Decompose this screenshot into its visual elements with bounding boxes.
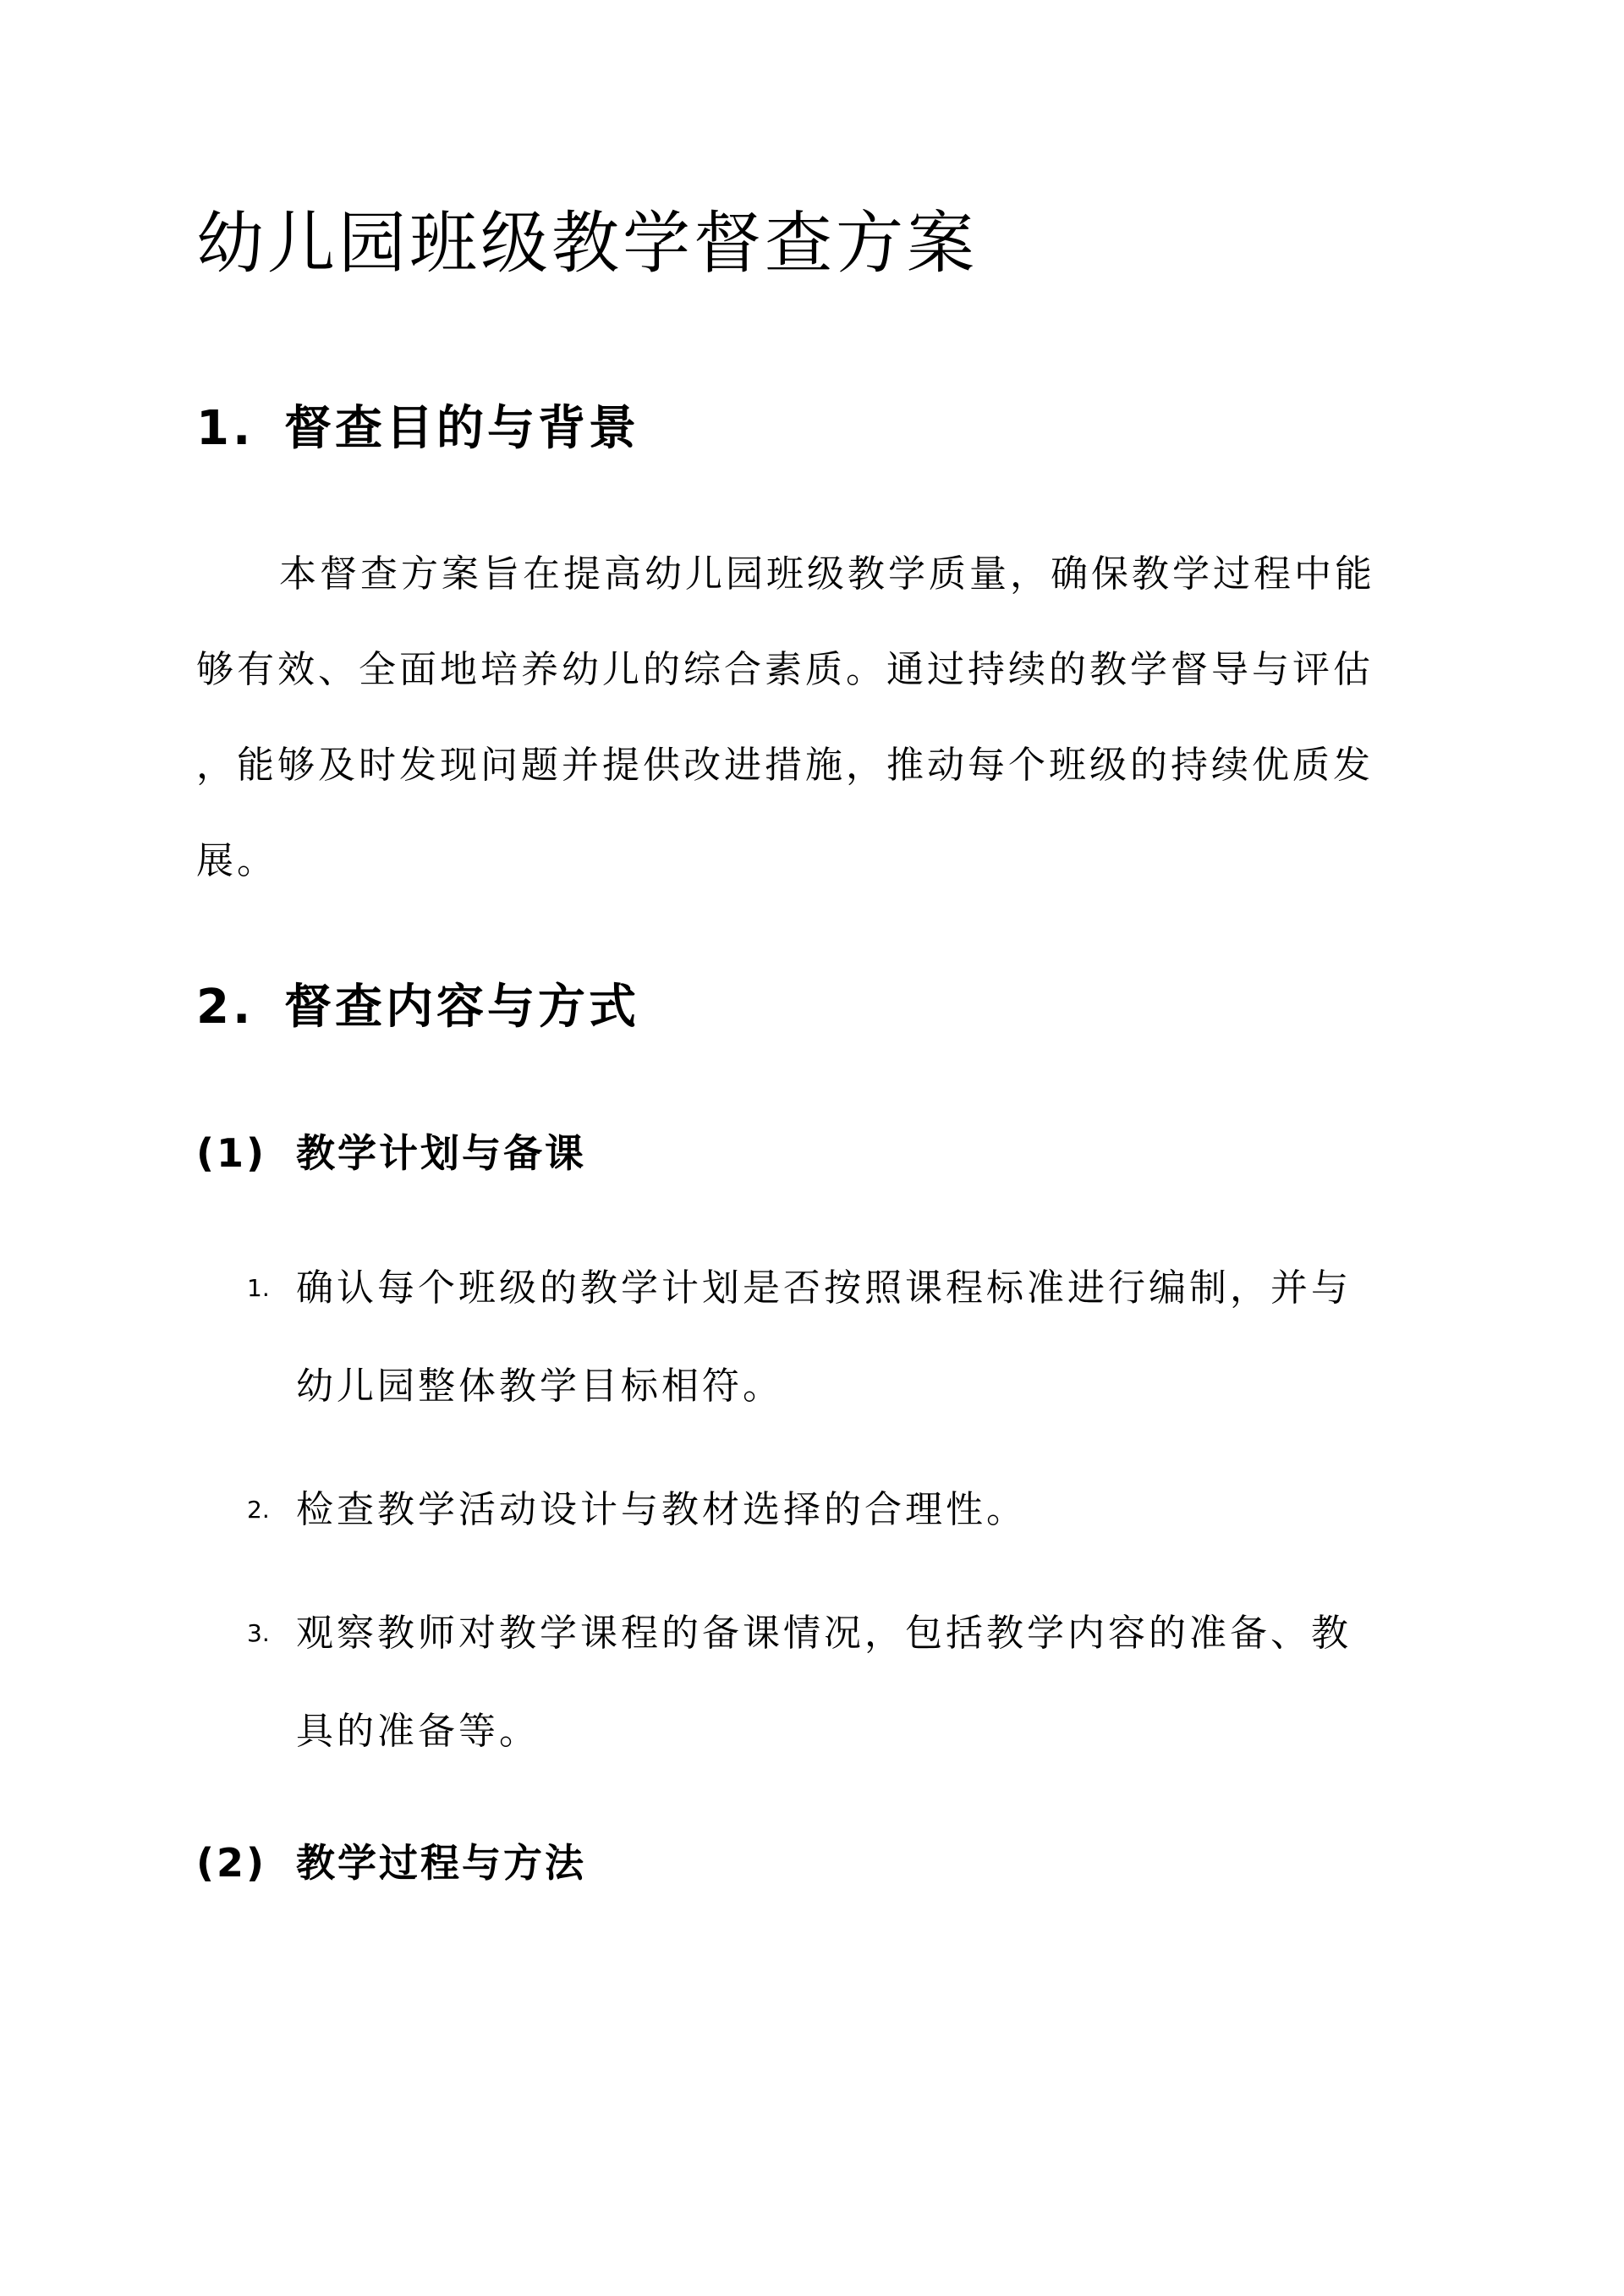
document-title: 幼儿园班级教学督查方案 [196,204,978,283]
section-number: 1. [196,401,255,456]
list-item [196,1585,1431,1781]
paragraph-line: ，能够及时发现问题并提供改进措施，推动每个班级的持续优质发 [196,744,1374,787]
section-heading-1 [196,399,639,459]
subsection-number: (1) [196,1130,267,1176]
list-item-line: 确认每个班级的教学计划是否按照课程标准进行编制，并与 [296,1266,1352,1310]
list-item-line: 具的准备等。 [296,1710,540,1753]
list-marker: 1. [247,1274,270,1302]
list-item [196,1461,1431,1559]
list-item-line: 观察教师对教学课程的备课情况，包括教学内容的准备、教 [296,1612,1352,1655]
section-number: 2. [196,980,255,1035]
subsection-title: 教学过程与方法 [296,1840,586,1886]
list-marker: 2. [247,1496,270,1524]
paragraph-line: 够有效、全面地培养幼儿的综合素质。通过持续的教学督导与评估 [196,648,1374,691]
list-item-line: 检查教学活动设计与教材选择的合理性。 [296,1488,1027,1531]
subsection-title: 教学计划与备课 [296,1130,586,1176]
section-1-paragraph [196,526,1431,909]
subsection-number: (2) [196,1840,267,1886]
list-marker: 3. [247,1619,270,1647]
section-title: 督查目的与背景 [284,401,639,456]
paragraph-line: 展。 [196,839,277,882]
section-title: 督查内容与方式 [284,980,639,1035]
paragraph-line: 本督查方案旨在提高幼儿园班级教学质量，确保教学过程中能 [279,552,1375,596]
list-item [196,1239,1431,1436]
section-heading-2 [196,978,639,1037]
list-item-line: 幼儿园整体教学目标相符。 [296,1365,783,1408]
subsection-heading-1 [196,1128,586,1178]
subsection-heading-2 [196,1837,586,1888]
